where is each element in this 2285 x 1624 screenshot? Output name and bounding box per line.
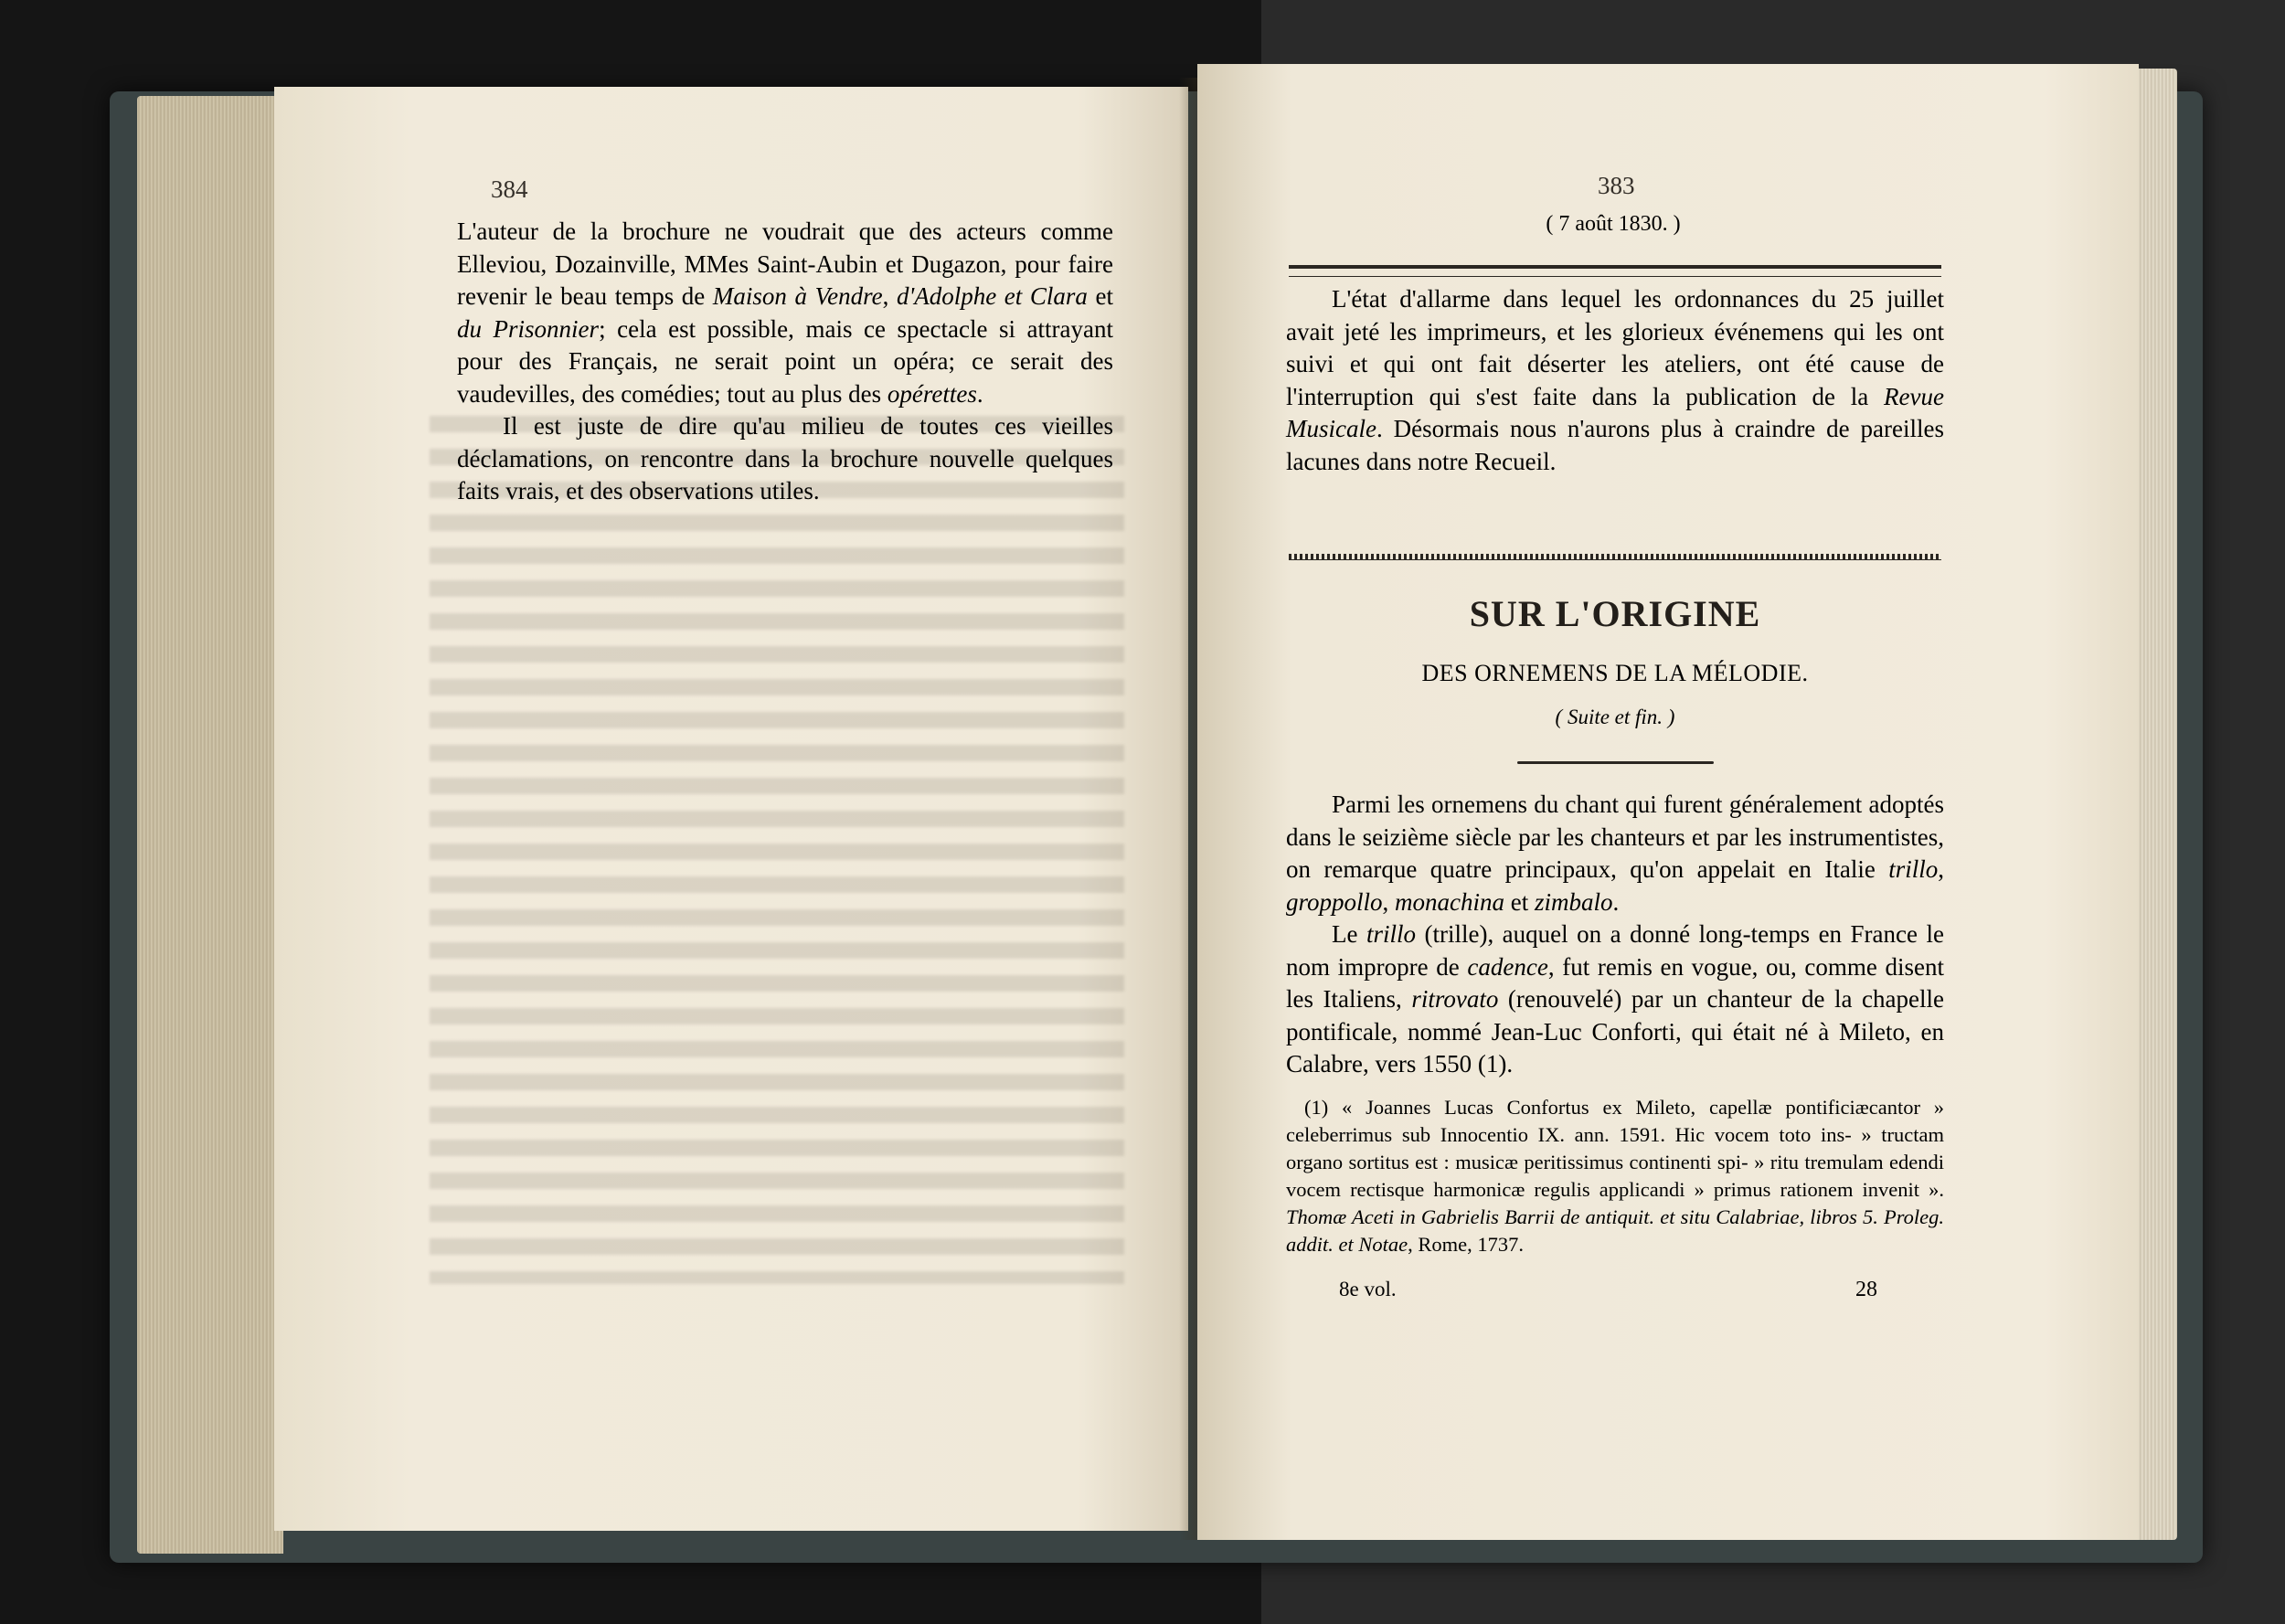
- page-stack-left: [137, 96, 283, 1554]
- article-title: SUR L'ORIGINE: [1469, 593, 1761, 634]
- italic-text-segment: Thomæ Aceti in Gabrielis Barrii de antiquit. et situ Calabriae, libros 5. Proleg. addit. et Notae: [1286, 1205, 1944, 1256]
- italic-text-segment: Revue Musicale: [1286, 382, 1944, 442]
- footnote: [1286, 1094, 1944, 1258]
- italic-text-segment: du Prisonnier: [457, 314, 600, 343]
- editorial-note: [1286, 283, 1944, 478]
- text-segment: et: [1087, 282, 1113, 310]
- issue-date: ( 7 août 1830. ): [1546, 212, 1681, 236]
- text-segment: Le: [1332, 920, 1366, 948]
- text-segment: .: [976, 379, 983, 408]
- italic-text-segment: groppollo: [1286, 887, 1383, 916]
- text-segment: Il est juste de dire qu'au milieu de toutes ces vieilles déclamations, on rencontre dans la brochure nouvelle quelques faits vrais, et des observations utiles.: [457, 412, 1113, 504]
- footnote-text: [1286, 1094, 1944, 1258]
- italic-text-segment: trillo: [1366, 920, 1416, 948]
- italic-text-segment: ritrovato: [1411, 985, 1499, 1013]
- article-paragraph-1: [1286, 789, 1944, 918]
- ornamental-rule-divider: [1289, 554, 1941, 560]
- volume-mark: 8e vol.: [1339, 1278, 1397, 1300]
- italic-text-segment: Maison à Vendre: [712, 282, 883, 310]
- signature-mark: 28: [1855, 1278, 1877, 1301]
- text-segment: , Rome, 1737.: [1408, 1233, 1524, 1256]
- text-segment: (renouvelé) par un chanteur de la chapelle pontificale, nommé Jean-Luc Conforti, qui était né à Mileto, en Calabre, vers 1550 (1).: [1286, 985, 1944, 1077]
- article-paragraph-2: [1286, 918, 1944, 1081]
- article-subtitle: DES ORNEMENS DE LA MÉLODIE.: [1421, 660, 1809, 686]
- italic-text-segment: opérettes: [887, 379, 977, 408]
- show-through-text: [430, 416, 1124, 1284]
- italic-text-segment: trillo: [1888, 855, 1939, 883]
- double-rule-divider: [1289, 265, 1941, 277]
- short-rule-divider: [1517, 761, 1714, 764]
- text-segment: , fut remis en vogue, ou, comme disent les Italiens,: [1286, 952, 1944, 1013]
- text-segment: L'auteur de la brochure ne voudrait que des acteurs comme Elleviou, Dozainville, MMes Saint-Aubin et Dugazon, pour faire revenir le beau temps de: [457, 218, 1113, 310]
- text-segment: L'état d'allarme dans lequel les ordonnances du 25 juillet avait jeté les imprimeurs, et les glorieux événemens qui les ont suivi et qui ont fait déserter les ateliers, ont été cause de l'interruption qui s'est faite dans la publication de la: [1286, 285, 1944, 410]
- left-paragraph-2: [457, 410, 1113, 508]
- italic-text-segment: d'Adolphe et Clara: [896, 282, 1088, 310]
- italic-text-segment: cadence: [1467, 952, 1548, 981]
- text-segment: (1) « Joannes Lucas Confortus ex Mileto, capellæ pontificiæcantor » celeberrimus sub Innocentio IX. ann. 1591. Hic vocem toto ins- » tructam organo sortitus est : musicæ peritissimus continenti spi- » ritu tremulam edendi vocem rectisque harmonicæ regulis applicandi » primus rationem invenit ».: [1286, 1096, 1944, 1201]
- text-segment: ; cela est possible, mais ce spectacle si attrayant pour des Français, ne serait point un opéra; ce serait des vaudevilles, des comédies; tout au plus des: [457, 314, 1113, 408]
- text-segment: ,: [882, 282, 897, 310]
- text-segment: ,: [1938, 855, 1944, 883]
- text-segment: .: [1612, 887, 1620, 916]
- text-segment: ,: [1382, 887, 1396, 916]
- text-segment: . Désormais nous n'aurons plus à craindre de pareilles lacunes dans notre Recueil.: [1286, 415, 1944, 475]
- text-segment: et: [1504, 887, 1535, 916]
- left-page-number: 384: [491, 175, 528, 203]
- left-paragraph-1: [457, 216, 1113, 410]
- italic-text-segment: zimbalo: [1535, 887, 1613, 916]
- text-segment: Parmi les ornemens du chant qui furent généralement adoptés dans le seizième siècle par les chanteurs et par les instrumentistes, on remarque quatre principaux, qu'on appelait en Italie: [1286, 791, 1944, 883]
- right-page-number: 383: [1598, 172, 1635, 199]
- editorial-paragraph: [1286, 283, 1944, 478]
- left-page-body: [457, 216, 1113, 508]
- text-segment: (trille), auquel on a donné long-temps en France le nom impropre de: [1286, 920, 1944, 981]
- article-body: [1286, 789, 1944, 1081]
- italic-text-segment: monachina: [1395, 887, 1504, 916]
- article-continuation-note: ( Suite et fin. ): [1555, 706, 1675, 728]
